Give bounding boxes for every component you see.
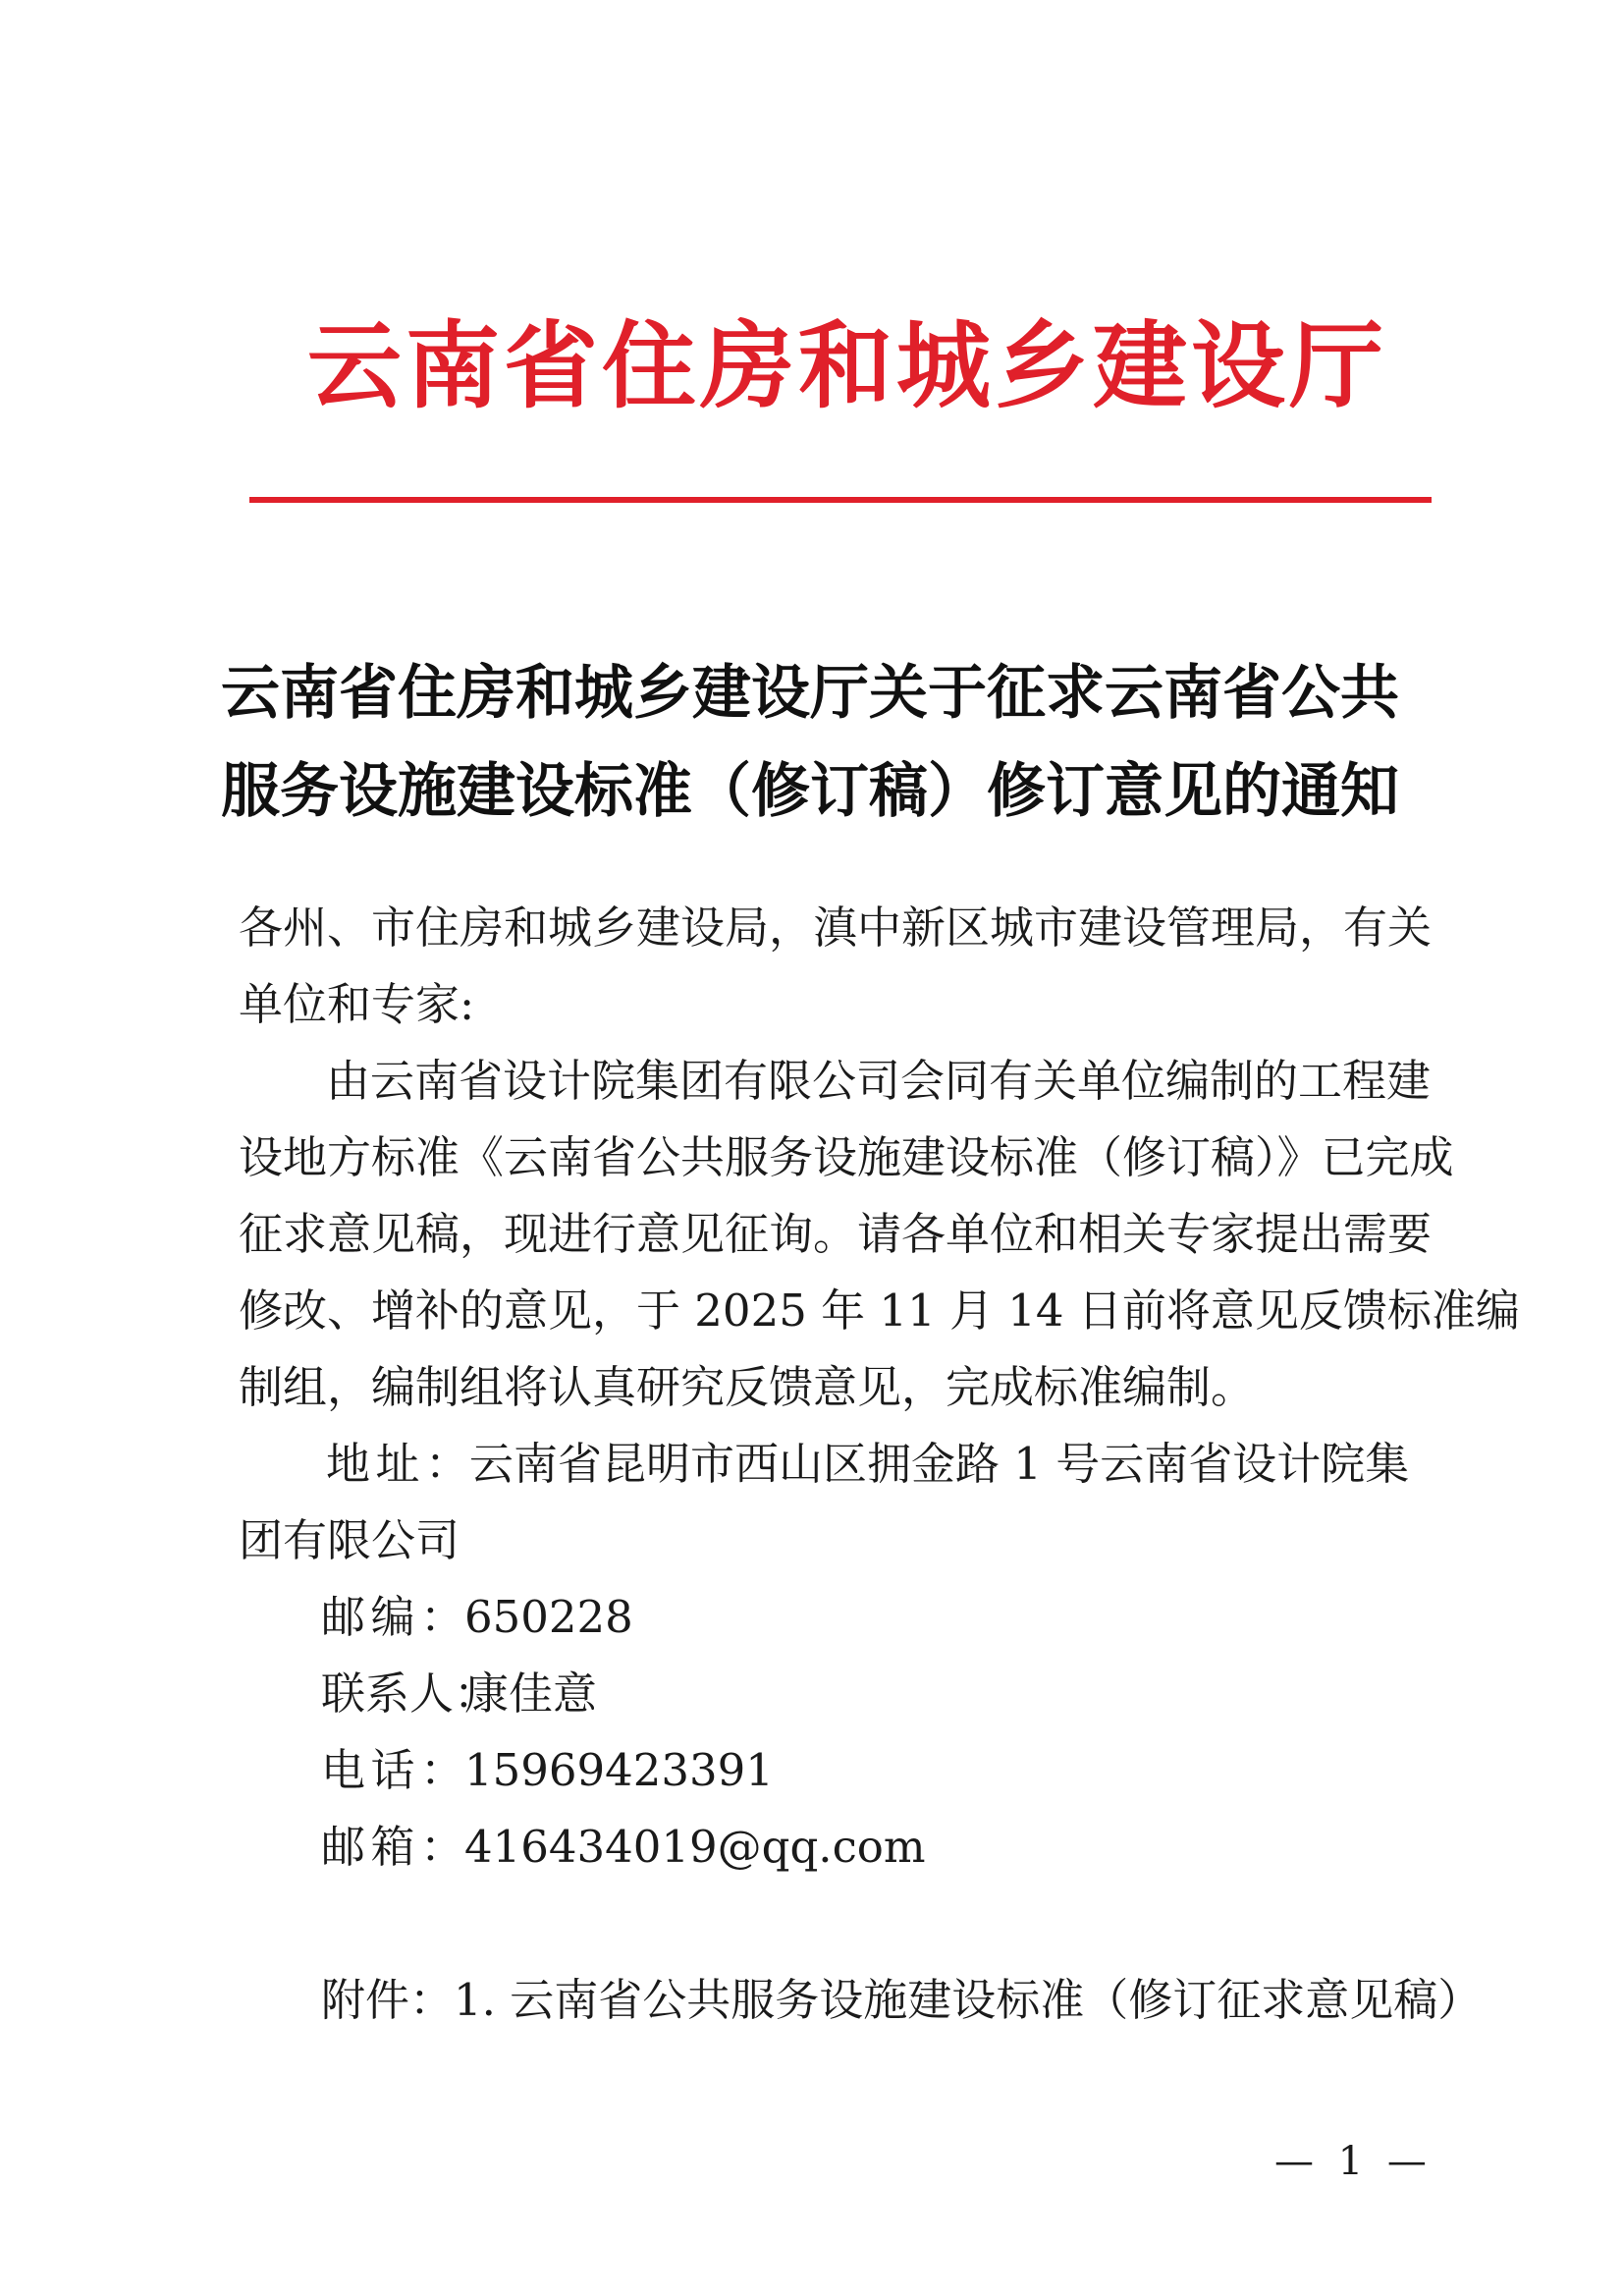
phone-label: 电话：: [321, 1744, 464, 1796]
contact-person-label: 联系人：: [321, 1667, 499, 1720]
phone-value: 15969423391: [464, 1744, 774, 1796]
paragraph-line-5: 制组，编制组将认真研究反馈意见，完成标准编制。: [239, 1361, 1256, 1413]
address-value-line-1: 云南省昆明市西山区拥金路 1 号云南省设计院集: [469, 1438, 1410, 1490]
address-label: 地址：: [326, 1438, 469, 1490]
contact-person-row: [321, 1667, 598, 1720]
email-label: 邮箱：: [321, 1821, 464, 1873]
attachment-line: 附件：1. 云南省公共服务设施建设标准（修订征求意见稿）: [321, 1974, 1483, 2026]
email-value: 416434019@qq.com: [464, 1821, 926, 1873]
paragraph-line-1: 由云南省设计院集团有限公司会同有关单位编制的工程建: [326, 1055, 1432, 1107]
phone-row: [321, 1744, 774, 1796]
contact-person-value: 康佳意: [464, 1667, 598, 1720]
paragraph-line-4: 修改、增补的意见，于 2025 年 11 月 14 日前将意见反馈标准编: [239, 1285, 1520, 1337]
address-value-line-2: 团有限公司: [239, 1514, 460, 1566]
masthead-red-rule: [249, 497, 1432, 503]
salutation-line-2: 单位和专家:: [239, 978, 475, 1030]
masthead-title: 云南省住房和城乡建设厅: [307, 310, 1387, 421]
page-number: — 1 —: [1274, 2139, 1433, 2184]
paragraph-line-3: 征求意见稿，现进行意见征询。请各单位和相关专家提出需要: [239, 1208, 1433, 1260]
document-title-line-1: 云南省住房和城乡建设厅关于征求云南省公共: [221, 659, 1399, 728]
postcode-value: 650228: [464, 1591, 633, 1643]
salutation-line-1: 各州、市住房和城乡建设局，滇中新区城市建设管理局，有关: [239, 902, 1433, 954]
postcode-label: 邮编：: [321, 1591, 464, 1643]
email-row: [321, 1821, 926, 1873]
address-row: [326, 1438, 1412, 1490]
postcode-row: [321, 1591, 633, 1643]
document-title-line-2: 服务设施建设标准（修订稿）修订意见的通知: [221, 757, 1399, 826]
paragraph-line-2: 设地方标准《云南省公共服务设施建设标准（修订稿）》已完成: [239, 1131, 1454, 1183]
